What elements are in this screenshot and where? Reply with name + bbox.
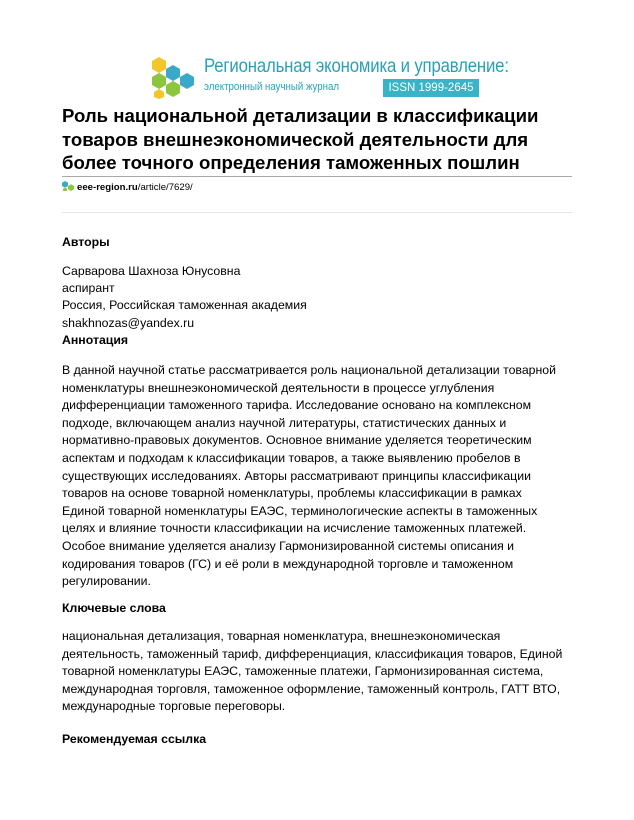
keywords-line: национальная детализация, товарная номенклатура, внешнеэкономическая bbox=[62, 629, 501, 643]
keywords-heading: Ключевые слова bbox=[62, 601, 166, 615]
abstract-heading: Аннотация bbox=[62, 333, 129, 347]
abstract-line: Особое внимание уделяется анализу Гармонизированной системы описания и bbox=[62, 538, 515, 553]
abstract-line: подходе, включающем анализ научной литературы, статистических данных и bbox=[62, 415, 507, 430]
citation-heading: Рекомендуемая ссылка bbox=[62, 732, 207, 746]
section-divider bbox=[62, 212, 572, 213]
abstract-line: В данной научной статье рассматривается роль национальной детализации товарной bbox=[62, 363, 557, 377]
abstract-line: Единой товарной номенклатуры ЕАЭС, терминологические аспекты в таможенных bbox=[62, 503, 538, 518]
issn-badge: ISSN 1999-2645 bbox=[383, 79, 479, 97]
article-url-link[interactable] bbox=[62, 181, 193, 193]
journal-name: Региональная экономика и управление: bbox=[204, 55, 509, 77]
hexagon-cluster-logo-icon bbox=[150, 55, 194, 99]
author-name: Сарварова Шахноза Юнусовна bbox=[62, 264, 241, 278]
abstract-text bbox=[62, 362, 582, 591]
keywords-line: деятельность, таможенный тариф, дифференциация, классификация товаров, Единой bbox=[62, 646, 563, 661]
article-title bbox=[62, 104, 582, 175]
keywords-text bbox=[62, 628, 582, 716]
url-domain: eee-region.ru bbox=[77, 182, 138, 193]
abstract-line: аспектам и подходам к классификации товаров, а также выявлению пробелов в bbox=[62, 450, 521, 465]
abstract-line: номенклатуры внешнеэкономической деятельности в процессе углубления bbox=[62, 380, 495, 395]
title-line: более точного определения таможенных пошлин bbox=[62, 152, 520, 173]
keywords-line: международные торговые переговоры. bbox=[62, 699, 286, 714]
abstract-line: нормативно-правовых документов. Основное внимание уделяется теоретическим bbox=[62, 433, 532, 448]
title-divider bbox=[62, 176, 572, 177]
abstract-line: товаров на основе товарной номенклатуры, проблемы классификации в рамках bbox=[62, 486, 522, 501]
abstract-line: существующих исследованиях. Авторы рассматривают принципы классификации bbox=[62, 468, 531, 483]
keywords-line: товарной номенклатуры ЕАЭС, таможенные платежи, Гармонизированная система, bbox=[62, 664, 544, 679]
abstract-line: целях и влияние точности классификации на исчисление таможенных платежей. bbox=[62, 521, 527, 536]
authors-heading: Авторы bbox=[62, 235, 110, 249]
keywords-line: международная торговля, таможенное оформление, таможенный контроль, ГАТТ ВТО, bbox=[62, 681, 561, 696]
abstract-line: дифференциации таможенного тарифа. Исследование основано на комплексном bbox=[62, 398, 532, 413]
title-line: товаров внешнеэкономической деятельности для bbox=[62, 128, 529, 150]
abstract-line: регулировании. bbox=[62, 574, 151, 589]
journal-header bbox=[150, 55, 509, 99]
author-position: аспирант bbox=[62, 281, 115, 295]
author-email[interactable]: shakhnozas@yandex.ru bbox=[62, 316, 195, 330]
abstract-line: кодирования товаров (ГС) и её роли в международной торговле и таможенном bbox=[62, 556, 514, 571]
site-favicon-icon bbox=[62, 181, 74, 191]
url-path: /article/7629/ bbox=[137, 182, 193, 193]
author-affiliation: Россия, Российская таможенная академия bbox=[62, 298, 307, 312]
title-line: Роль национальной детализации в классификации bbox=[62, 105, 539, 126]
journal-subtitle: электронный научный журнал bbox=[204, 81, 340, 93]
